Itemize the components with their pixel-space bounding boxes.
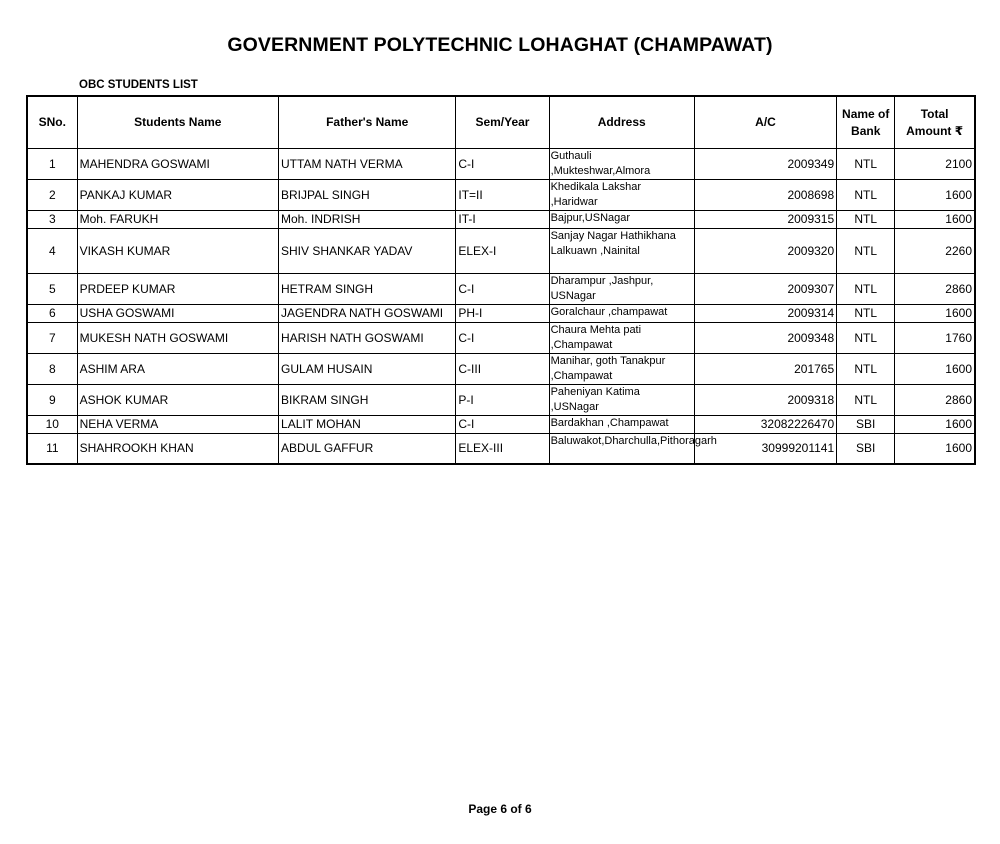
cell-address: Bajpur,USNagar <box>549 211 694 229</box>
cell-address: Baluwakot,Dharchulla,Pithoragarh <box>549 434 694 465</box>
header-fathers-name: Father's Name <box>279 96 456 149</box>
cell-sno: 2 <box>27 180 77 211</box>
cell-student-name: NEHA VERMA <box>77 416 278 434</box>
cell-amount: 2860 <box>895 385 975 416</box>
cell-bank: NTL <box>837 323 895 354</box>
cell-bank: NTL <box>837 211 895 229</box>
page-number: Page 6 of 6 <box>468 802 532 816</box>
cell-amount: 1600 <box>895 354 975 385</box>
table-row <box>27 274 975 305</box>
cell-account-number: 32082226470 <box>694 416 836 434</box>
cell-student-name: ASHIM ARA <box>77 354 278 385</box>
cell-address: Chaura Mehta pati ,Champawat <box>549 323 694 354</box>
cell-bank: SBI <box>837 416 895 434</box>
table-row <box>27 416 975 434</box>
cell-address: Guthauli ,Mukteshwar,Almora <box>549 149 694 180</box>
cell-account-number: 2009318 <box>694 385 836 416</box>
table-row <box>27 385 975 416</box>
cell-sno: 6 <box>27 305 77 323</box>
header-bank-line1: Name of <box>842 106 890 121</box>
header-bank-line2: Bank <box>851 123 881 138</box>
cell-bank: SBI <box>837 434 895 465</box>
cell-amount: 1600 <box>895 434 975 465</box>
list-subtitle: OBC STUDENTS LIST <box>79 79 198 91</box>
cell-sem-year: C-I <box>456 323 549 354</box>
cell-father-name: HARISH NATH GOSWAMI <box>279 323 456 354</box>
cell-address: Sanjay Nagar Hathikhana Lalkuawn ,Nainital <box>549 229 694 274</box>
cell-amount: 2260 <box>895 229 975 274</box>
cell-address: Paheniyan Katima ,USNagar <box>549 385 694 416</box>
table-row <box>27 149 975 180</box>
cell-father-name: UTTAM NATH VERMA <box>279 149 456 180</box>
cell-bank: NTL <box>837 180 895 211</box>
cell-address: Khedikala Lakshar ,Haridwar <box>549 180 694 211</box>
cell-student-name: MUKESH NATH GOSWAMI <box>77 323 278 354</box>
cell-sno: 9 <box>27 385 77 416</box>
cell-account-number: 2009320 <box>694 229 836 274</box>
cell-address: Bardakhan ,Champawat <box>549 416 694 434</box>
table-header-row <box>27 96 975 149</box>
cell-account-number: 2009348 <box>694 323 836 354</box>
cell-student-name: ASHOK KUMAR <box>77 385 278 416</box>
cell-amount: 1600 <box>895 416 975 434</box>
header-students-name: Students Name <box>77 96 278 149</box>
table-row <box>27 229 975 274</box>
cell-amount: 1600 <box>895 211 975 229</box>
cell-sem-year: ELEX-III <box>456 434 549 465</box>
cell-sno: 3 <box>27 211 77 229</box>
cell-father-name: Moh. INDRISH <box>279 211 456 229</box>
cell-father-name: ABDUL GAFFUR <box>279 434 456 465</box>
header-amount-line2: Amount <box>906 123 952 138</box>
cell-amount: 2860 <box>895 274 975 305</box>
students-table <box>26 95 976 465</box>
header-sno: SNo. <box>27 96 77 149</box>
table-row <box>27 211 975 229</box>
cell-account-number: 201765 <box>694 354 836 385</box>
header-address: Address <box>549 96 694 149</box>
cell-sno: 4 <box>27 229 77 274</box>
cell-father-name: BIKRAM SINGH <box>279 385 456 416</box>
header-bank <box>837 96 895 149</box>
cell-sem-year: C-I <box>456 274 549 305</box>
cell-amount: 1760 <box>895 323 975 354</box>
cell-account-number: 2009314 <box>694 305 836 323</box>
cell-student-name: Moh. FARUKH <box>77 211 278 229</box>
header-amount-line1: Total <box>920 106 949 121</box>
rupee-icon: ₹ <box>954 123 964 138</box>
cell-sem-year: C-I <box>456 149 549 180</box>
cell-sem-year: C-I <box>456 416 549 434</box>
cell-sem-year: IT-I <box>456 211 549 229</box>
cell-student-name: MAHENDRA GOSWAMI <box>77 149 278 180</box>
cell-sno: 11 <box>27 434 77 465</box>
cell-sno: 8 <box>27 354 77 385</box>
cell-address: Goralchaur ,champawat <box>549 305 694 323</box>
cell-bank: NTL <box>837 354 895 385</box>
header-ac: A/C <box>694 96 836 149</box>
cell-father-name: BRIJPAL SINGH <box>279 180 456 211</box>
table-row <box>27 180 975 211</box>
cell-address: Dharampur ,Jashpur, USNagar <box>549 274 694 305</box>
cell-father-name: LALIT MOHAN <box>279 416 456 434</box>
cell-account-number: 2008698 <box>694 180 836 211</box>
cell-bank: NTL <box>837 305 895 323</box>
cell-sem-year: PH-I <box>456 305 549 323</box>
cell-sno: 5 <box>27 274 77 305</box>
cell-bank: NTL <box>837 274 895 305</box>
table-row <box>27 354 975 385</box>
cell-account-number: 2009307 <box>694 274 836 305</box>
cell-student-name: SHAHROOKH KHAN <box>77 434 278 465</box>
table-row <box>27 323 975 354</box>
cell-sem-year: P-I <box>456 385 549 416</box>
cell-account-number: 2009349 <box>694 149 836 180</box>
cell-father-name: GULAM HUSAIN <box>279 354 456 385</box>
cell-sno: 1 <box>27 149 77 180</box>
cell-sem-year: ELEX-I <box>456 229 549 274</box>
cell-account-number: 2009315 <box>694 211 836 229</box>
cell-bank: NTL <box>837 385 895 416</box>
header-sem-year: Sem/Year <box>456 96 549 149</box>
cell-sem-year: IT=II <box>456 180 549 211</box>
cell-account-number: 30999201141 <box>694 434 836 465</box>
table-row <box>27 434 975 465</box>
cell-sno: 10 <box>27 416 77 434</box>
cell-student-name: USHA GOSWAMI <box>77 305 278 323</box>
cell-address: Manihar, goth Tanakpur ,Champawat <box>549 354 694 385</box>
document-title: GOVERNMENT POLYTECHNIC LOHAGHAT (CHAMPAWAT) <box>227 34 773 56</box>
cell-student-name: VIKASH KUMAR <box>77 229 278 274</box>
header-total-amount <box>895 96 975 149</box>
cell-father-name: JAGENDRA NATH GOSWAMI <box>279 305 456 323</box>
cell-amount: 1600 <box>895 305 975 323</box>
cell-bank: NTL <box>837 149 895 180</box>
cell-amount: 2100 <box>895 149 975 180</box>
cell-student-name: PRDEEP KUMAR <box>77 274 278 305</box>
table-body <box>27 149 975 465</box>
cell-father-name: SHIV SHANKAR YADAV <box>279 229 456 274</box>
cell-sno: 7 <box>27 323 77 354</box>
cell-bank: NTL <box>837 229 895 274</box>
cell-sem-year: C-III <box>456 354 549 385</box>
cell-father-name: HETRAM SINGH <box>279 274 456 305</box>
table-row <box>27 305 975 323</box>
cell-student-name: PANKAJ KUMAR <box>77 180 278 211</box>
cell-amount: 1600 <box>895 180 975 211</box>
